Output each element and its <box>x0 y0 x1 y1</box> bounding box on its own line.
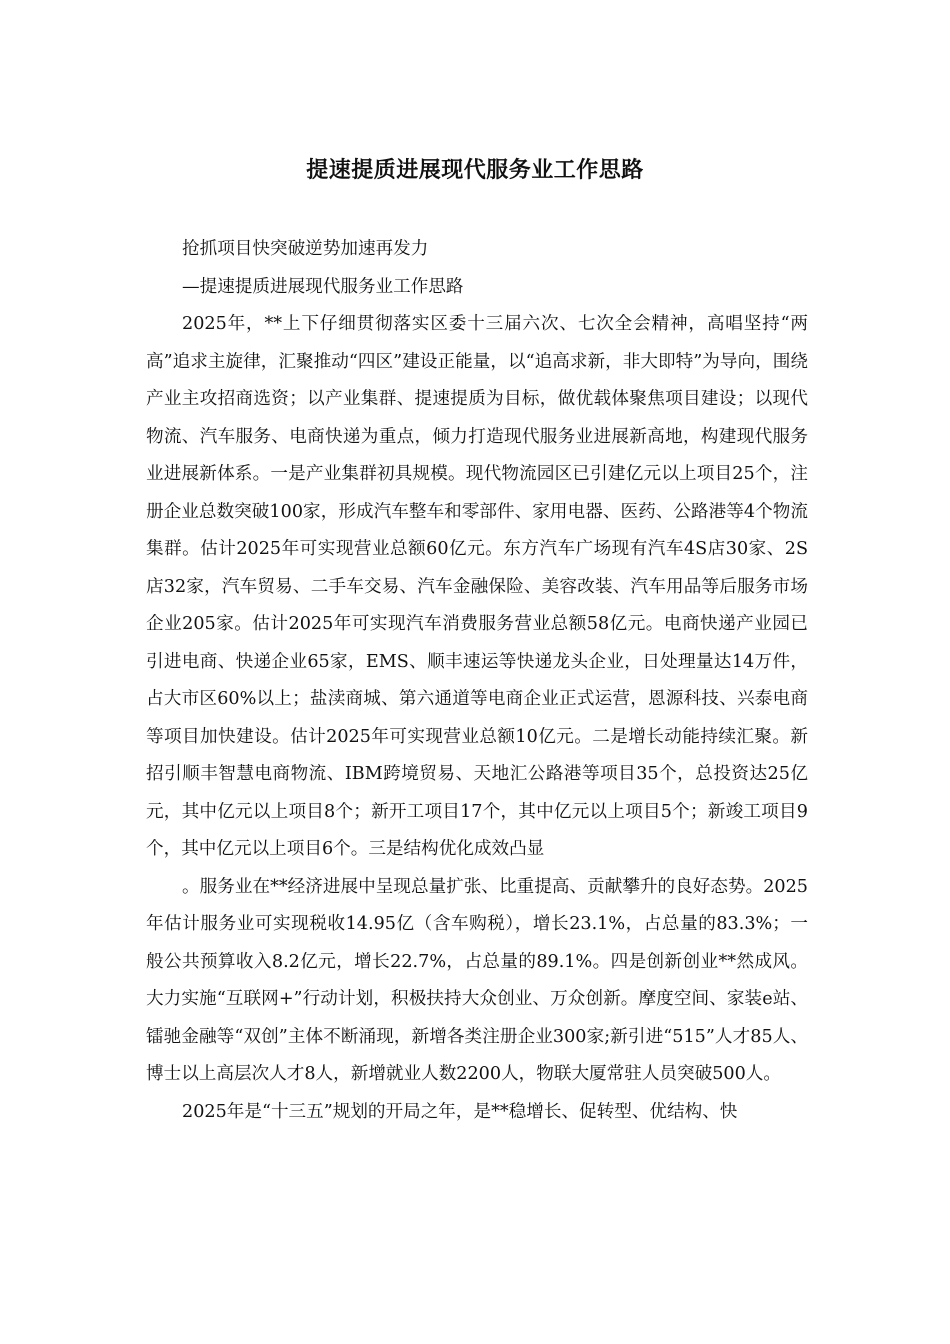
subtitle-dash-line: —提速提质进展现代服务业工作思路 <box>182 276 464 297</box>
subtitle-line: 抢抓项目快突破逆势加速再发力 <box>182 239 429 259</box>
document-title: 提速提质进展现代服务业工作思路 <box>306 157 644 183</box>
paragraph-structure-continued: 。服务业在**经济进展中呈现总量扩张、比重提高、贡献攀升的良好态势。2025年估计服务业可实现税收14.95亿（含车购税），增长23.1%，占总量的83.3%；一般公共预算收入8.2亿元，增长22.7%，占总量的89.1%。四是创新创业**然成风。大力实施“互联网+”行动计划，积极扶持大众创业、万众创新。摩度空间、家装e站、镭驰金融等“双创”主体不断涌现，新增各类注册企业300家;新引进“515”人才85人、博士以上高层次人才8人，新增就业人数2200人，物联大厦常驻人员突破500人。 <box>146 876 808 1084</box>
document-body <box>146 231 808 1131</box>
paragraph-outlook: 2025年是“十三五”规划的开局之年，是**稳增长、促转型、优结构、快 <box>182 1101 738 1122</box>
paragraph-achievements: 2025年，**上下仔细贯彻落实区委十三届六次、七次全会精神，高唱坚持“两高”追求主旋律，汇聚推动“四区”建设正能量，以“追高求新，非大即特”为导向，围绕产业主攻招商选资；以产业集群、提速提质为目标，做优载体聚焦项目建设；以现代物流、汽车服务、电商快递为重点，倾力打造现代服务业进展新高地，构建现代服务业进展新体系。一是产业集群初具规模。现代物流园区已引建亿元以上项目25个，注册企业总数突破100家，形成汽车整车和零部件、家用电器、医药、公路港等4个物流集群。估计2025年可实现营业总额60亿元。东方汽车广场现有汽车4S店30家、2S店32家，汽车贸易、二手车交易、汽车金融保险、美容改装、汽车用品等后服务市场企业205家。估计2025年可实现汽车消费服务营业总额58亿元。电商快递产业园已引进电商、快递企业65家，EMS、顺丰速运等快递龙头企业，日处理量达14万件，占大市区60%以上；盐渎商城、第六通道等电商企业正式运营，恩源科技、兴泰电商等项目加快建设。估计2025年可实现营业总额10亿元。二是增长动能持续汇聚。新招引顺丰智慧电商物流、IBM跨境贸易、天地汇公路港等项目35个，总投资达25亿元，其中亿元以上项目8个；新开工项目17个，其中亿元以上项目5个；新竣工项目9个，其中亿元以上项目6个。三是结构优化成效凸显 <box>146 314 808 859</box>
